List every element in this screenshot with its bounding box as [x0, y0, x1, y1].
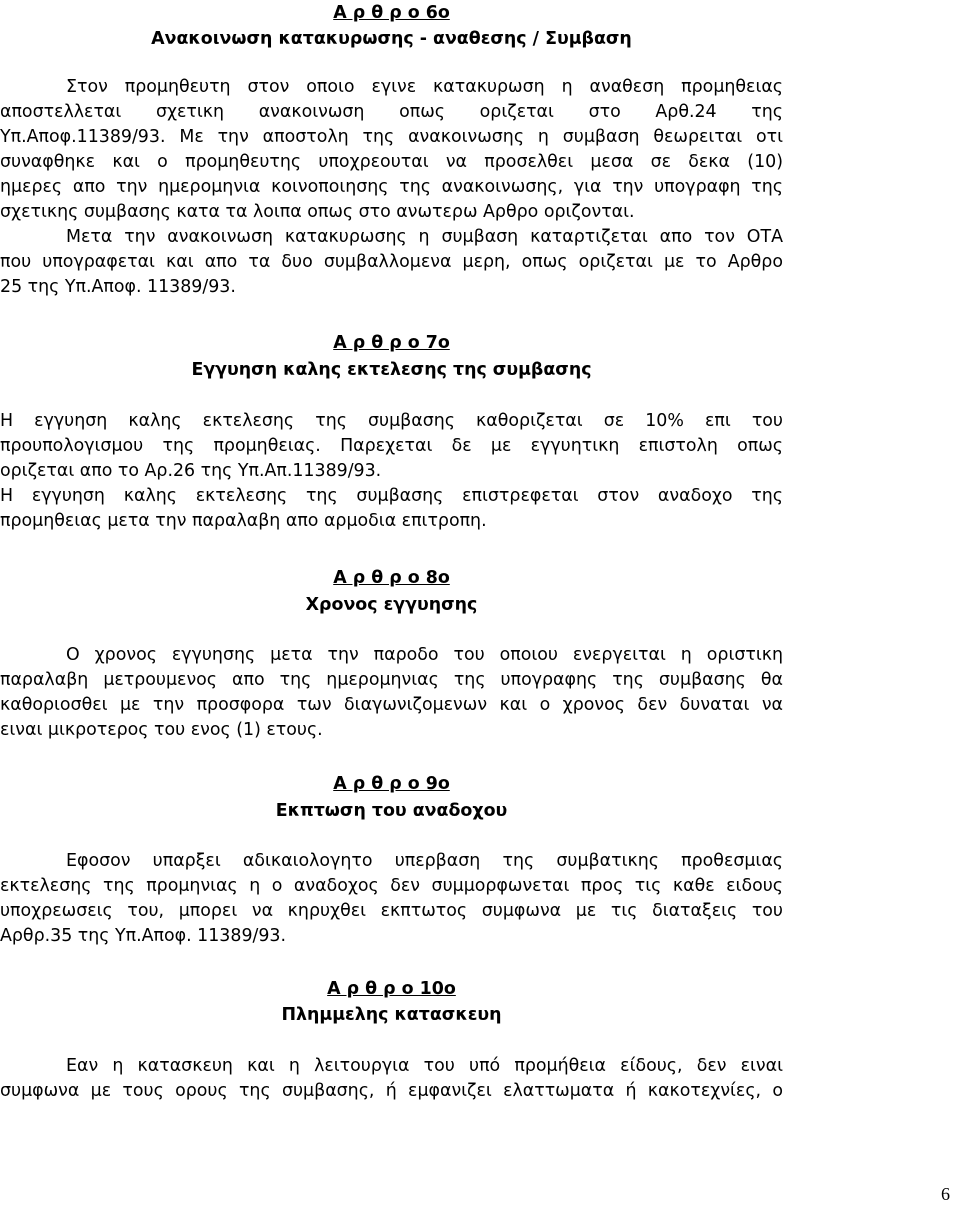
text-line: Η εγγυηση καλης εκτελεσης της συμβασης επιστρεφεται στον αναδοχο της	[0, 486, 783, 506]
text-line: οριζεται απο το Αρ.26 της Υπ.Απ.11389/93.	[0, 461, 382, 481]
article-title: Χρονος εγγυησης	[305, 595, 478, 615]
text-line: συμφωνα με τους ορους της συμβασης, ή εμφανιζει ελαττωματα ή κακοτεχνίες, ο	[0, 1081, 783, 1101]
article-body	[0, 849, 783, 949]
text-line: Εαν η κατασκευη και η λειτουργια του υπό προμήθεια είδους, δεν ειναι	[66, 1056, 783, 1076]
text-line: συναφθηκε και ο προμηθευτης υποχρεουται να προσελθει μεσα σε δεκα (10)	[0, 152, 783, 172]
text-line: Η εγγυηση καλης εκτελεσης της συμβασης καθοριζεται σε 10% επι του	[0, 411, 783, 431]
text-line: προυπολογισμου της προμηθειας. Παρεχεται δε με εγγυητικη επιστολη οπως	[0, 436, 783, 456]
article-body	[0, 643, 783, 743]
text-line: παραλαβη μετρουμενος απο της ημερομηνιας της υπογραφης της συμβασης θα	[0, 670, 783, 690]
text-line: Αρθρ.35 της Υπ.Αποφ. 11389/93.	[0, 926, 287, 946]
article-body	[0, 1054, 783, 1104]
text-line: που υπογραφεται και απο τα δυο συμβαλλομενα μερη, οπως οριζεται με το Αρθρο	[0, 252, 783, 272]
text-line: αποστελλεται σχετικη ανακοινωση οπως οριζεται στο Αρθ.24 της	[0, 102, 783, 122]
text-line: εκτελεσης της προμηνιας η ο αναδοχος δεν συμμορφωνεται προς τις καθε ειδους	[0, 876, 783, 896]
text-line: προμηθειας μετα την παραλαβη απο αρμοδια επιτροπη.	[0, 511, 487, 531]
article-body	[0, 409, 783, 534]
text-line: ημερες απο την ημερομηνια κοινοποιησης της ανακοινωσης, για την υπογραφη της	[0, 177, 783, 197]
article-heading: Α ρ θ ρ ο 10ο	[327, 979, 456, 999]
text-line: Μετα την ανακοινωση κατακυρωσης η συμβαση καταρτιζεται απο τον ΟΤΑ	[66, 227, 783, 247]
text-line: καθοριοσθει με την προσφορα των διαγωνιζομενων και ο χρονος δεν δυναται να	[0, 695, 783, 715]
text-line: υποχρεωσεις του, μπορει να κηρυχθει εκπτωτος συμφωνα με τις διαταξεις του	[0, 901, 783, 921]
text-line: Ο χρονος εγγυησης μετα την παροδο του οποιου ενεργειται η οριστικη	[66, 645, 783, 665]
article-body	[0, 75, 783, 300]
article-heading: Α ρ θ ρ ο 6ο	[333, 3, 450, 23]
article-heading: Α ρ θ ρ ο 7ο	[333, 333, 450, 353]
text-line: Στον προμηθευτη στον οποιο εγινε κατακυρωση η αναθεση προμηθειας	[66, 77, 783, 97]
article-title: Εκπτωση του αναδοχου	[275, 801, 508, 821]
text-line: ειναι μικροτερος του ενος (1) ετους.	[0, 720, 323, 740]
text-line: Εφοσον υπαρξει αδικαιολογητο υπερβαση της συμβατικης προθεσμιας	[66, 851, 783, 871]
text-line: 25 της Υπ.Αποφ. 11389/93.	[0, 277, 236, 297]
article-title: Εγγυηση καλης εκτελεσης της συμβασης	[191, 360, 592, 380]
article-title: Ανακοινωση κατακυρωσης - αναθεσης / Συμβαση	[151, 29, 632, 49]
article-title: Πλημμελης κατασκευη	[281, 1005, 502, 1025]
text-line: σχετικης συμβασης κατα τα λοιπα οπως στο ανωτερω Αρθρο οριζονται.	[0, 202, 635, 222]
page-number: 6	[941, 1184, 950, 1204]
article-heading: Α ρ θ ρ ο 9ο	[333, 774, 450, 794]
text-line: Υπ.Αποφ.11389/93. Με την αποστολη της ανακοινωσης η συμβαση θεωρειται οτι	[0, 127, 783, 147]
article-heading: Α ρ θ ρ ο 8ο	[333, 568, 450, 588]
